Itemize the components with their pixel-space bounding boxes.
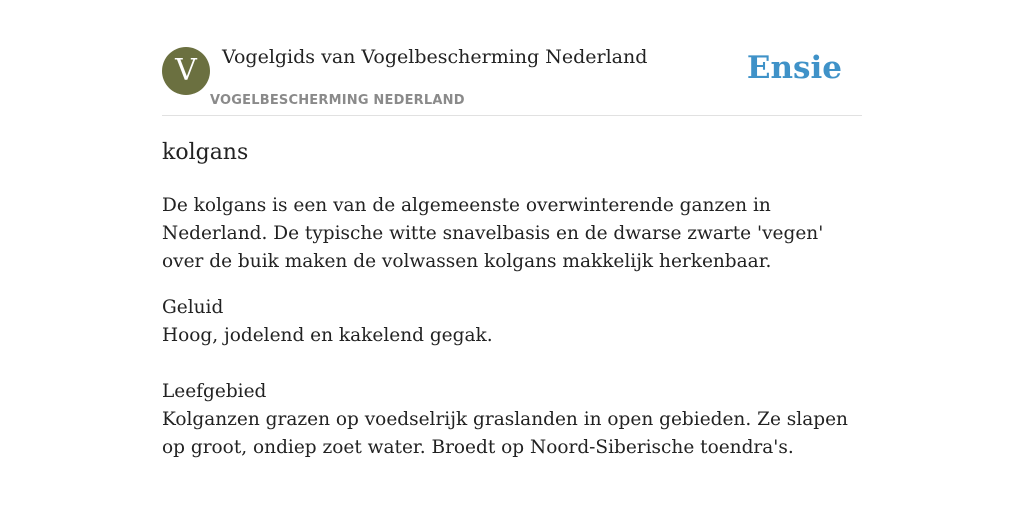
entry-card <box>162 0 862 512</box>
section-heading: Leefgebied <box>162 381 267 402</box>
header-divider <box>162 115 862 116</box>
avatar-letter: V <box>175 53 197 88</box>
section-text: Kolganzen grazen op voedselrijk graslanden in open gebieden. Ze slapen op groot, ondiep zoet water. Broedt op Noord-Siberische toendra's. <box>162 409 848 458</box>
section-geluid <box>162 294 862 350</box>
entry-content <box>162 192 862 462</box>
section-leefgebied <box>162 378 862 462</box>
publisher-label[interactable]: VOGELBESCHERMING NEDERLAND <box>210 93 465 108</box>
source-avatar[interactable] <box>162 47 210 95</box>
source-title[interactable]: Vogelgids van Vogelbescherming Nederland <box>222 46 648 68</box>
ensie-logo[interactable]: Ensie <box>746 50 842 86</box>
entry-intro: De kolgans is een van de algemeenste overwinterende ganzen in Nederland. De typische witte snavelbasis en de dwarse zwarte 'vegen' over de buik maken de volwassen kolgans makkelijk herkenbaar. <box>162 195 824 272</box>
entry-title: kolgans <box>162 140 249 165</box>
section-heading: Geluid <box>162 297 224 318</box>
section-text: Hoog, jodelend en kakelend gegak. <box>162 325 493 346</box>
